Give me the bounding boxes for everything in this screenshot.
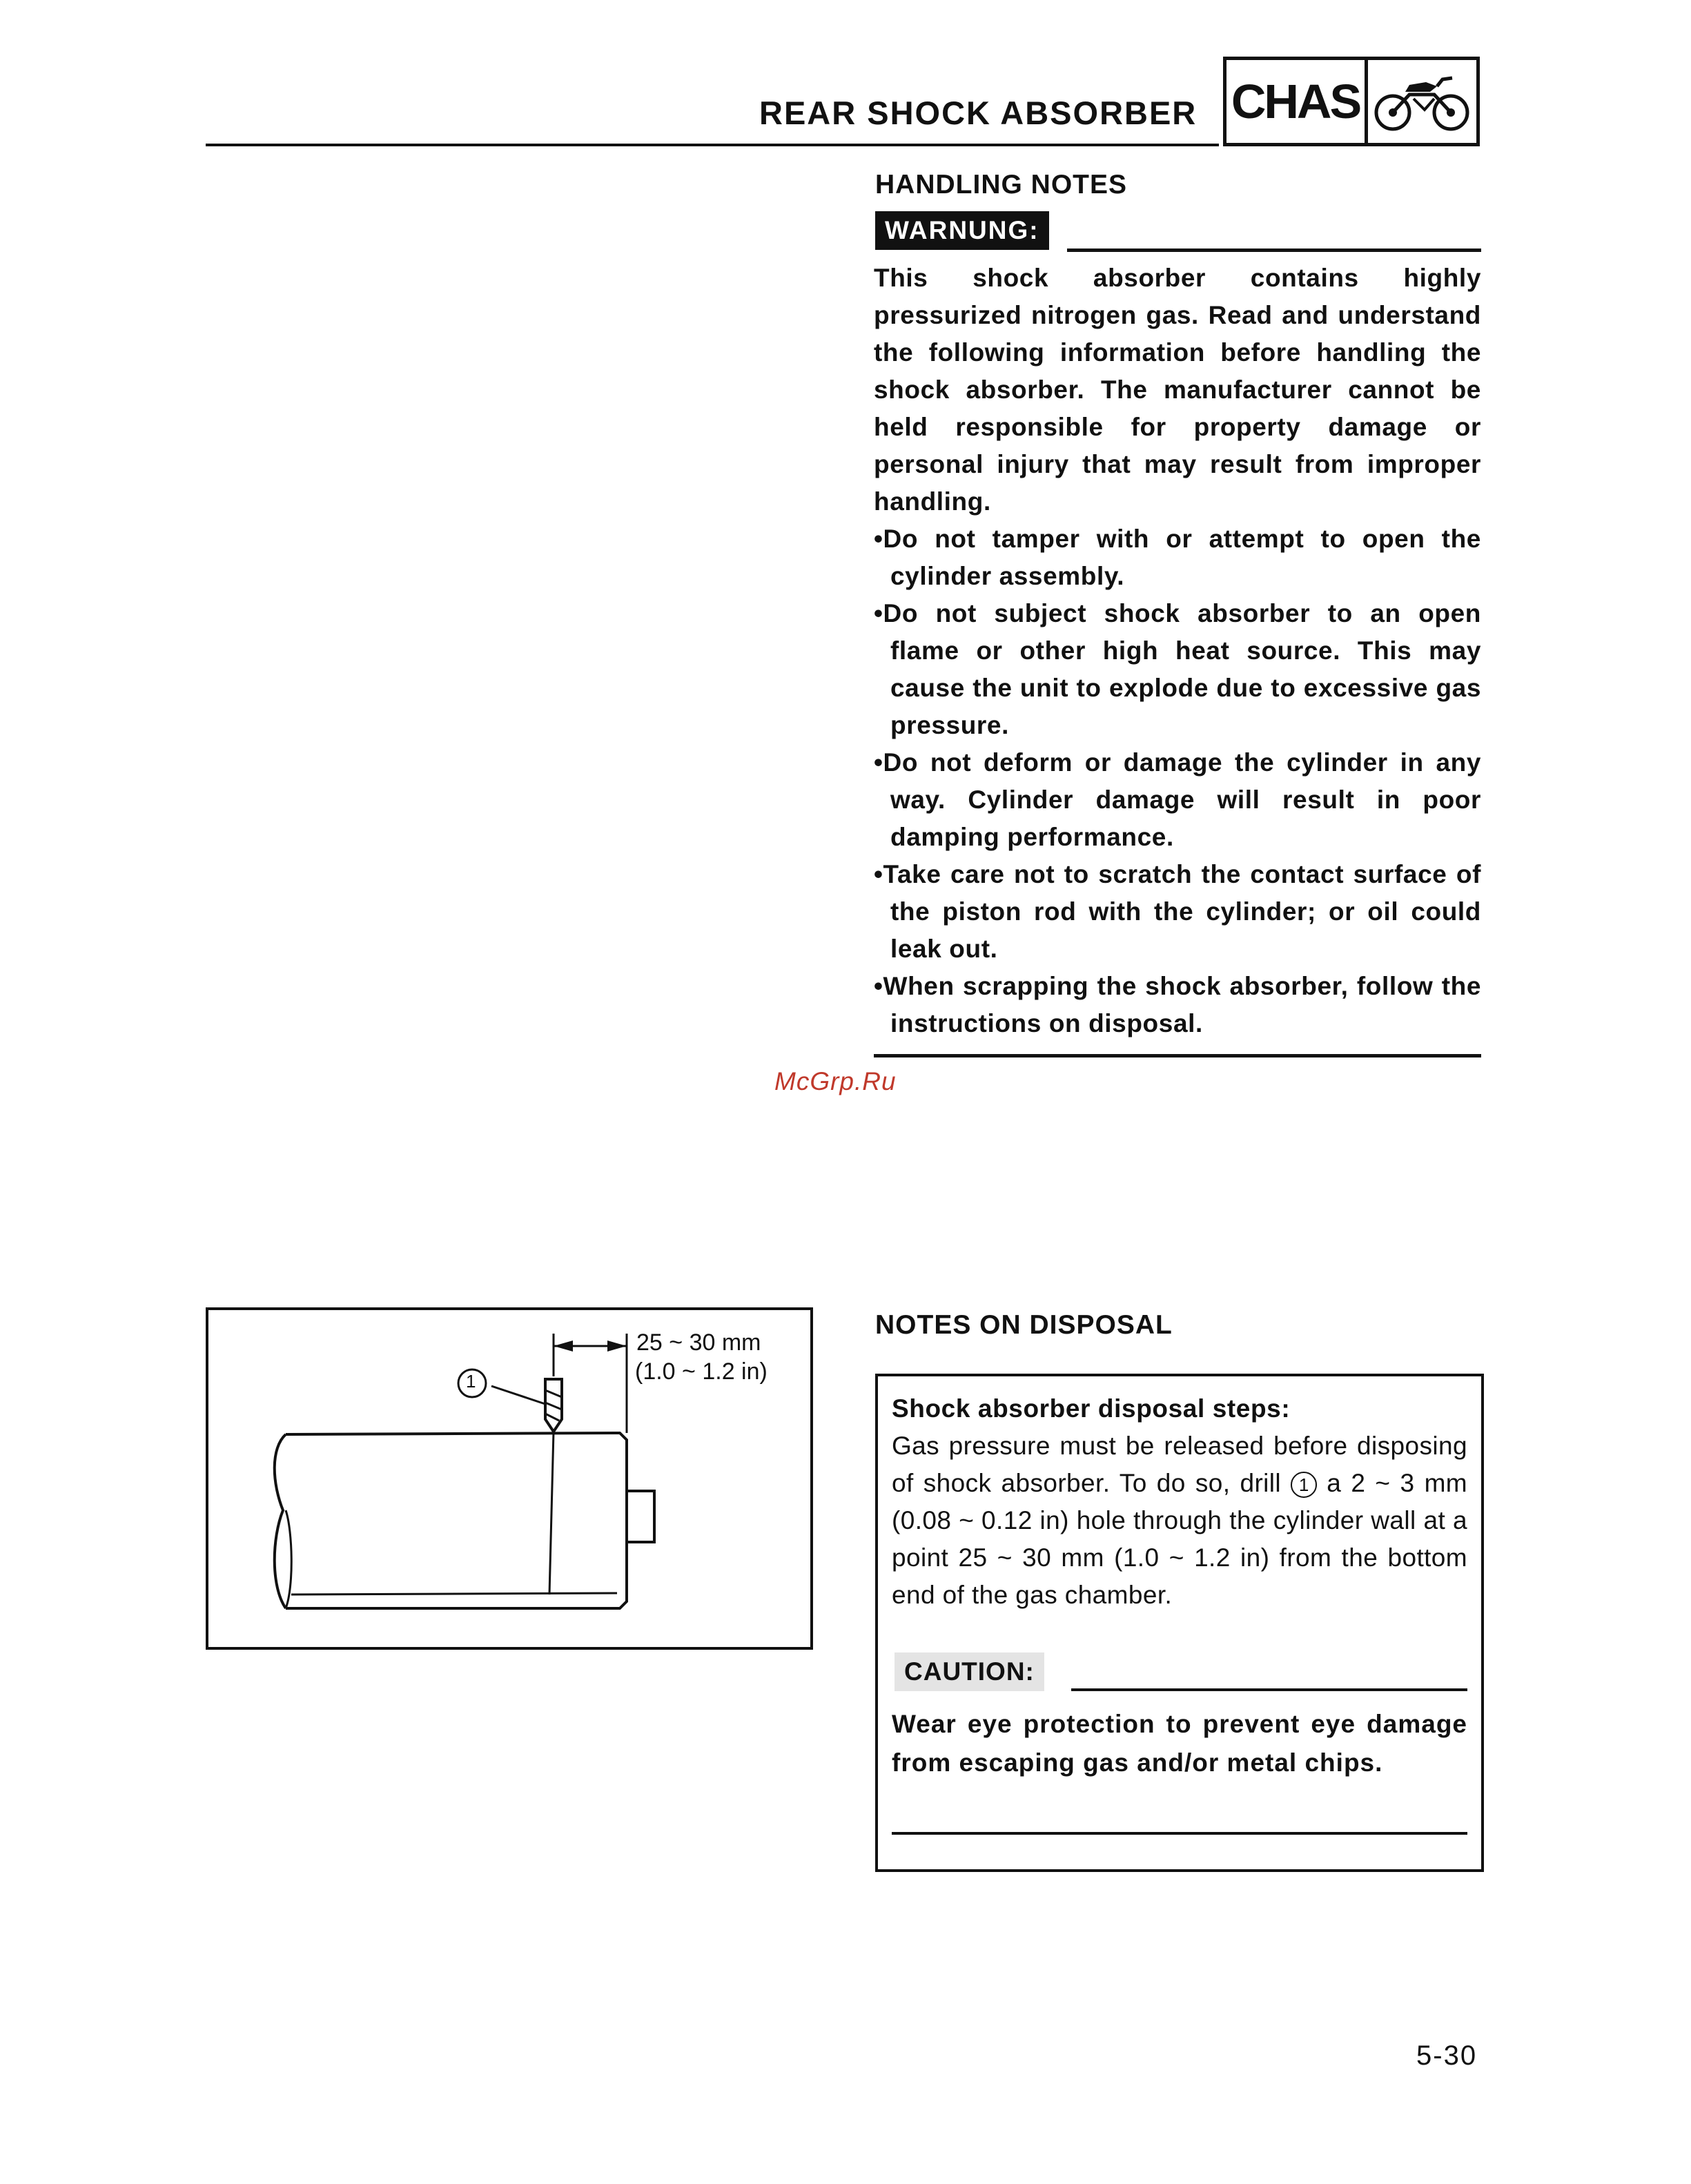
chapter-badge xyxy=(1223,57,1480,146)
caution-text: Wear eye protection to prevent eye damage from escaping gas and/or metal chips. xyxy=(892,1710,1467,1777)
list-item: •Do not subject shock absorber to an open flame or other high heat source. This may cause the unit to explode due to excessive gas pressure. xyxy=(874,599,1481,739)
dimension-in: (1.0 ~ 1.2 in) xyxy=(635,1358,768,1385)
section-title: REAR SHOCK ABSORBER xyxy=(759,95,1198,131)
disposal-box xyxy=(875,1374,1484,1872)
warning-end-rule xyxy=(874,1054,1481,1057)
list-item: •Do not deform or damage the cylinder in any way. Cylinder damage will result in poor damping performance. xyxy=(874,748,1481,851)
list-item: •Do not tamper with or attempt to open the cylinder assembly. xyxy=(874,525,1481,590)
disposal-figure xyxy=(206,1307,813,1650)
caution-end-rule xyxy=(892,1832,1467,1835)
header-rule xyxy=(206,144,1219,146)
disposal-text-before: Gas pressure must be released before disposing of shock absorber. To do so, drill xyxy=(892,1432,1467,1497)
chapter-badge-label: CHAS xyxy=(1226,60,1368,143)
disposal-callout: 1 xyxy=(1291,1472,1317,1498)
figure-callout: 1 xyxy=(466,1371,476,1392)
list-item: •When scrapping the shock absorber, follow the instructions on disposal. xyxy=(874,972,1481,1037)
disposal-text-after: a 2 ~ 3 mm (0.08 ~ 0.12 in) hole through the cylinder wall at a point 25 ~ 30 mm (1.0 ~ 1.2 in) from the bottom end of the gas chamber. xyxy=(892,1469,1468,1609)
caution-rule xyxy=(1071,1688,1467,1691)
disposal-heading: NOTES ON DISPOSAL xyxy=(875,1310,1173,1340)
handling-notes-body xyxy=(874,260,1481,1042)
warning-rule xyxy=(1067,248,1481,252)
disposal-steps-title: Shock absorber disposal steps: xyxy=(892,1394,1291,1423)
disposal-steps-body xyxy=(892,1427,1467,1614)
warning-tag: WARNUNG: xyxy=(875,211,1049,250)
watermark: McGrp.Ru xyxy=(774,1067,897,1095)
handling-notes-heading: HANDLING NOTES xyxy=(875,170,1127,199)
handling-intro: This shock absorber contains highly pressurized nitrogen gas. Read and understand the following information before handling the shock absorber. The manufacturer cannot be held responsible for property damage or personal injury that may result from improper handling. xyxy=(874,264,1481,516)
dimension-mm: 25 ~ 30 mm xyxy=(636,1329,761,1356)
motorcycle-icon xyxy=(1368,60,1476,143)
page-number: 5-30 xyxy=(1416,2040,1478,2071)
list-item: •Take care not to scratch the contact surface of the piston rod with the cylinder; or oil could leak out. xyxy=(874,860,1481,963)
caution-tag: CAUTION: xyxy=(895,1652,1044,1691)
